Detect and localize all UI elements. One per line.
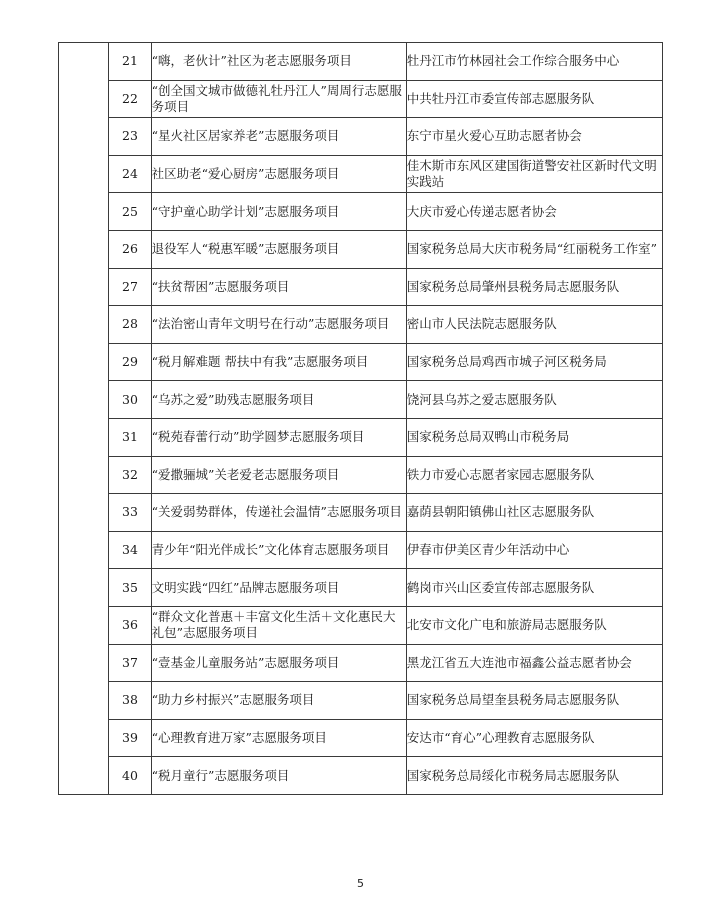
organization-name-text: 饶河县乌苏之爱志愿服务队: [406, 391, 557, 407]
table-row: [59, 155, 663, 193]
table-row: [59, 118, 663, 156]
table-row: [59, 531, 663, 569]
table-row: [59, 193, 663, 231]
organization-cell: [406, 306, 662, 344]
project-name-cell: [151, 644, 406, 682]
table-row: [59, 343, 663, 381]
organization-name-text: 伊春市伊美区青少年活动中心: [406, 542, 570, 558]
project-name-text: 文明实践“四红”品牌志愿服务项目: [151, 579, 340, 595]
organization-cell: [406, 381, 662, 419]
project-name-cell: [151, 531, 406, 569]
organization-name-text: 牡丹江市竹林园社会工作综合服务中心: [406, 53, 620, 69]
row-number-cell: 26: [109, 230, 151, 268]
organization-cell: [406, 719, 662, 757]
organization-name-text: 国家税务总局双鸭山市税务局: [406, 429, 570, 445]
project-name-cell: [151, 682, 406, 720]
organization-cell: [406, 682, 662, 720]
project-name-cell: [151, 118, 406, 156]
table-row: [59, 757, 663, 795]
project-name-text: “税苑春蕾行动”助学圆梦志愿服务项目: [151, 429, 365, 445]
project-name-text: “心理教育进万家”志愿服务项目: [151, 729, 327, 745]
row-number-cell: 37: [109, 644, 151, 682]
row-number-cell: 22: [109, 80, 151, 118]
organization-cell: [406, 531, 662, 569]
project-name-cell: [151, 456, 406, 494]
organization-cell: [406, 43, 662, 81]
organization-name-text: 国家税务总局绥化市税务局志愿服务队: [406, 767, 620, 783]
project-name-text: “税月童行”志愿服务项目: [151, 767, 290, 783]
organization-name-text: 嘉荫县朝阳镇佛山社区志愿服务队: [406, 504, 595, 520]
table-row: [59, 606, 663, 644]
project-name-text: “税月解难题 帮扶中有我”志愿服务项目: [151, 354, 369, 370]
organization-cell: [406, 418, 662, 456]
organization-cell: [406, 757, 662, 795]
organization-name-text: 国家税务总局肇州县税务局志愿服务队: [406, 278, 620, 294]
category-cell: [59, 43, 109, 795]
project-name-text: “乌苏之爱”助残志愿服务项目: [151, 391, 315, 407]
row-number-cell: 23: [109, 118, 151, 156]
table-row: [59, 644, 663, 682]
row-number-cell: 28: [109, 306, 151, 344]
organization-cell: [406, 80, 662, 118]
project-name-cell: [151, 155, 406, 193]
organization-cell: [406, 155, 662, 193]
row-number-cell: 39: [109, 719, 151, 757]
organization-cell: [406, 569, 662, 607]
project-name-cell: [151, 719, 406, 757]
row-number-cell: 29: [109, 343, 151, 381]
project-name-text: “壹基金儿童服务站”志愿服务项目: [151, 654, 340, 670]
project-name-text: “关爱弱势群体，传递社会温情”志愿服务项目: [151, 504, 402, 520]
table-row: [59, 719, 663, 757]
project-name-text: “法治密山青年文明号在行动”志愿服务项目: [151, 316, 390, 332]
project-name-cell: [151, 306, 406, 344]
organization-name-text: 安达市“育心”心理教育志愿服务队: [406, 729, 595, 745]
project-name-text: “助力乡村振兴”志愿服务项目: [151, 692, 315, 708]
table-row: [59, 569, 663, 607]
row-number-cell: 34: [109, 531, 151, 569]
organization-cell: [406, 268, 662, 306]
row-number-cell: 24: [109, 155, 151, 193]
table-row: [59, 306, 663, 344]
project-name-text: “群众文化普惠＋丰富文化生活＋文化惠民大礼包”志愿服务项目: [151, 609, 396, 641]
organization-name-text: 国家税务总局大庆市税务局“红丽税务工作室”: [406, 241, 658, 257]
organization-cell: [406, 193, 662, 231]
row-number-cell: 35: [109, 569, 151, 607]
organization-cell: [406, 230, 662, 268]
row-number-cell: 31: [109, 418, 151, 456]
organization-name-text: 国家税务总局鸡西市城子河区税务局: [406, 354, 607, 370]
table-row: [59, 418, 663, 456]
project-name-cell: [151, 268, 406, 306]
project-name-text: “扶贫帮困”志愿服务项目: [151, 278, 290, 294]
row-number-cell: 25: [109, 193, 151, 231]
project-name-cell: [151, 381, 406, 419]
table-row: [59, 43, 663, 81]
organization-cell: [406, 494, 662, 532]
project-name-text: “守护童心助学计划”志愿服务项目: [151, 203, 340, 219]
row-number-cell: 40: [109, 757, 151, 795]
organization-cell: [406, 343, 662, 381]
organization-name-text: 鹤岗市兴山区委宣传部志愿服务队: [406, 579, 595, 595]
row-number-cell: 36: [109, 606, 151, 644]
project-name-cell: [151, 43, 406, 81]
table-row: [59, 268, 663, 306]
project-name-cell: [151, 80, 406, 118]
organization-cell: [406, 644, 662, 682]
table-row: [59, 682, 663, 720]
project-name-cell: [151, 193, 406, 231]
project-name-text: 退役军人“税惠军暖”志愿服务项目: [151, 241, 340, 257]
organization-name-text: 佳木斯市东风区建国街道警安社区新时代文明实践站: [406, 158, 657, 190]
organization-cell: [406, 456, 662, 494]
project-name-text: 青少年“阳光伴成长”文化体育志愿服务项目: [151, 542, 390, 558]
table-row: [59, 494, 663, 532]
project-name-cell: [151, 230, 406, 268]
project-name-text: “爱撒骊城”关老爱老志愿服务项目: [151, 466, 340, 482]
volunteer-project-table: [58, 42, 663, 795]
project-name-cell: [151, 606, 406, 644]
project-name-text: 社区助老“爱心厨房”志愿服务项目: [151, 166, 340, 182]
organization-name-text: 黑龙江省五大连池市福鑫公益志愿者协会: [406, 654, 632, 670]
project-name-cell: [151, 418, 406, 456]
organization-name-text: 铁力市爱心志愿者家园志愿服务队: [406, 466, 595, 482]
organization-name-text: 中共牡丹江市委宣传部志愿服务队: [406, 90, 595, 106]
project-name-text: “星火社区居家养老”志愿服务项目: [151, 128, 340, 144]
organization-name-text: 国家税务总局望奎县税务局志愿服务队: [406, 692, 620, 708]
organization-name-text: 大庆市爱心传递志愿者协会: [406, 203, 557, 219]
table-row: [59, 80, 663, 118]
project-name-cell: [151, 569, 406, 607]
row-number-cell: 38: [109, 682, 151, 720]
row-number-cell: 32: [109, 456, 151, 494]
organization-name-text: 东宁市星火爱心互助志愿者协会: [406, 128, 582, 144]
project-name-cell: [151, 343, 406, 381]
row-number-cell: 33: [109, 494, 151, 532]
organization-cell: [406, 118, 662, 156]
table-row: [59, 456, 663, 494]
organization-name-text: 密山市人民法院志愿服务队: [406, 316, 557, 332]
page-number: 5: [357, 877, 364, 890]
table-body: [59, 43, 663, 795]
organization-name-text: 北安市文化广电和旅游局志愿服务队: [406, 617, 607, 633]
project-name-cell: [151, 494, 406, 532]
project-name-cell: [151, 757, 406, 795]
row-number-cell: 21: [109, 43, 151, 81]
organization-cell: [406, 606, 662, 644]
row-number-cell: 27: [109, 268, 151, 306]
project-name-text: “嗨，老伙计”社区为老志愿服务项目: [151, 53, 352, 69]
row-number-cell: 30: [109, 381, 151, 419]
table-row: [59, 381, 663, 419]
table-row: [59, 230, 663, 268]
project-name-text: “创全国文城市做德礼牡丹江人”周周行志愿服务项目: [151, 82, 402, 114]
